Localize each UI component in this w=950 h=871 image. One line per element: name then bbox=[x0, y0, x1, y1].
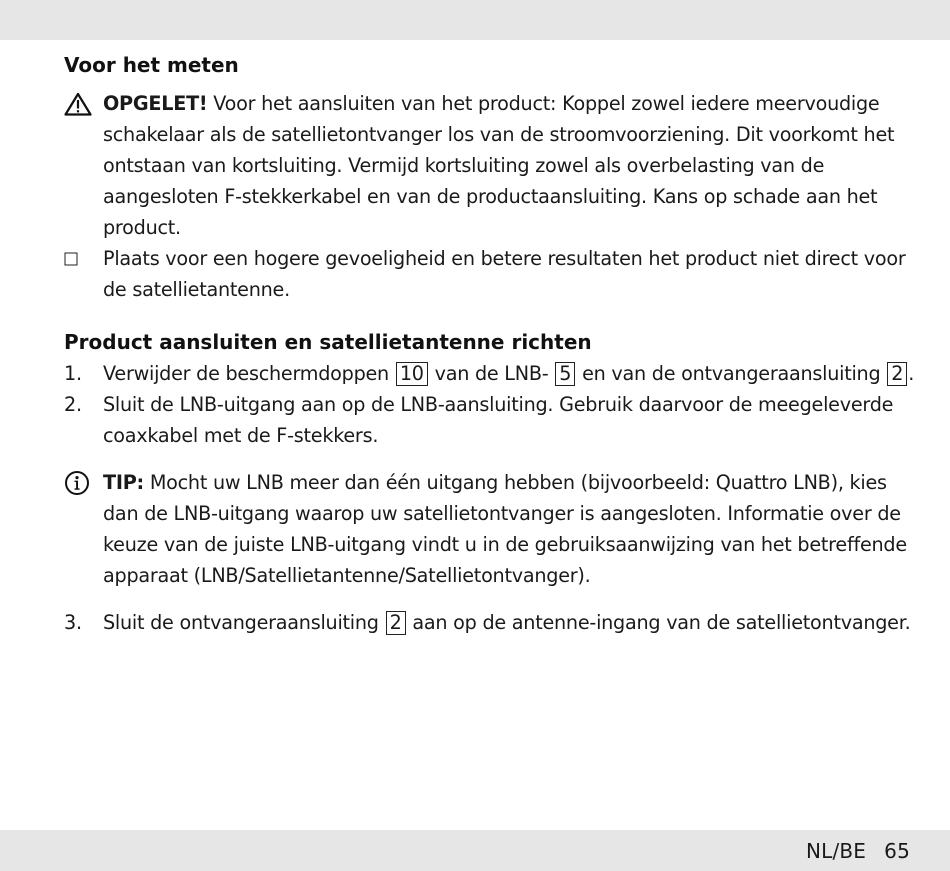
top-band bbox=[0, 0, 950, 40]
step-number: 2. bbox=[64, 393, 82, 416]
warning-text: Voor het aansluiten van het product: Koppel zowel iedere meervoudige schakelaar als de satellietontvanger los van de stroomvoorziening. Dit voorkomt het ontstaan van kortsluiting. Vermijd kortsluiting zowel als overbelasting van de aangesloten F-stekkerkabel en van de productaansluiting. Kans op schade aan het product. bbox=[103, 92, 895, 239]
tip-label: TIP: bbox=[103, 471, 144, 494]
page-number: 65 bbox=[884, 839, 910, 863]
step-2 bbox=[64, 389, 920, 451]
page-content bbox=[64, 50, 920, 638]
tip-text: Mocht uw LNB meer dan één uitgang hebben (bijvoorbeeld: Quattro LNB), kies dan de LNB-uitgang waarop uw satellietontvanger is aangesloten. Informatie over de keuze van de juiste LNB-uitgang vindt u in de gebruiksaanwijzing van het betreffende apparaat (LNB/Satellietantenne/Satellietontvanger). bbox=[103, 471, 907, 587]
step-text: Sluit de LNB-uitgang aan op de LNB-aansluiting. Gebruik daarvoor de meegeleverde coaxkabel met de F-stekkers. bbox=[103, 393, 894, 447]
step-1 bbox=[64, 358, 920, 389]
footer-locale: NL/BE bbox=[805, 839, 867, 863]
info-circle-icon bbox=[64, 470, 94, 494]
tip-paragraph bbox=[64, 467, 920, 591]
page-footer bbox=[806, 839, 910, 863]
bullet-paragraph bbox=[64, 243, 920, 305]
step-text: aan op de antenne-ingang van de satellietontvanger. bbox=[406, 611, 911, 634]
step-number: 1. bbox=[64, 362, 82, 385]
bullet-text: Plaats voor een hogere gevoeligheid en betere resultaten het product niet direct voor de satellietantenne. bbox=[103, 247, 906, 301]
step-text: en van de ontvangeraansluiting bbox=[576, 362, 887, 385]
part-ref-box: 2 bbox=[887, 362, 907, 386]
warning-label: OPGELET! bbox=[103, 92, 208, 115]
part-ref-box: 2 bbox=[386, 611, 406, 635]
step-3 bbox=[64, 607, 920, 638]
part-ref-box: 5 bbox=[555, 362, 575, 386]
section-heading-measuring: Voor het meten bbox=[64, 53, 239, 77]
step-text: . bbox=[908, 362, 915, 385]
part-ref-box: 10 bbox=[396, 362, 428, 386]
step-text: Verwijder de beschermdoppen bbox=[103, 362, 395, 385]
step-number: 3. bbox=[64, 611, 82, 634]
step-text: Sluit de ontvangeraansluiting bbox=[103, 611, 385, 634]
step-text: van de LNB- bbox=[428, 362, 555, 385]
warning-triangle-icon bbox=[64, 92, 94, 116]
section-heading-connect: Product aansluiten en satellietantenne richten bbox=[64, 330, 592, 354]
warning-paragraph bbox=[64, 88, 920, 243]
checkbox-icon bbox=[64, 252, 94, 276]
